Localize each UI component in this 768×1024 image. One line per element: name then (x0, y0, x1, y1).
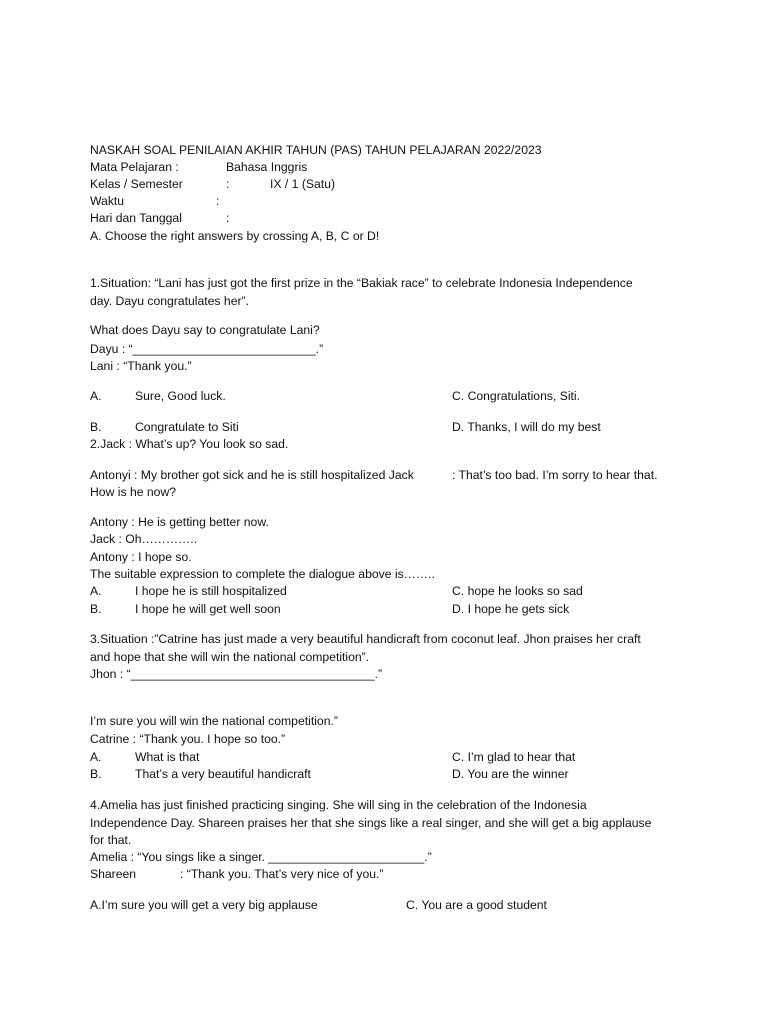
class-colon: : (226, 177, 230, 191)
q2-question: The suitable expression to complete the dialogue above is…….. (90, 567, 435, 581)
q3-option-b-letter: B. (90, 767, 102, 781)
time-colon: : (216, 194, 220, 208)
q2-option-a: I hope he is still hospitalized (135, 584, 287, 598)
date-label: Hari dan Tanggal (90, 211, 182, 225)
date-colon: : (226, 211, 230, 225)
q3-option-c: C. I’m glad to hear that (452, 750, 576, 764)
q4-situation-line2: Independence Day. Shareen praises her that she sings like a real singer, and she will get a big applause (90, 816, 652, 830)
q1-option-c: C. Congratulations, Siti. (452, 389, 581, 403)
q4-situation-line1: 4.Amelia has just finished practicing singing. She will sing in the celebration of the Indonesia (90, 798, 587, 812)
q4-amelia: Amelia : “You sings like a singer. _______________________.” (90, 850, 432, 864)
subject-value: Bahasa Inggris (226, 160, 308, 174)
q1-option-d: D. Thanks, I will do my best (452, 420, 601, 434)
q4-option-a: A.I’m sure you will get a very big applause (90, 898, 318, 912)
q3-jhon: Jhon : “____________________________________.” (90, 667, 383, 681)
q3-option-a: What is that (135, 750, 200, 764)
q4-situation-line3: for that. (90, 833, 132, 847)
q1-lani: Lani : “Thank you.” (90, 359, 192, 373)
q3-option-b: That’s a very beautiful handicraft (135, 767, 311, 781)
q4-option-c: C. You are a good student (406, 898, 547, 912)
q1-option-a: Sure, Good luck. (135, 389, 226, 403)
q4-shareen: : “Thank you. That’s very nice of you.” (180, 867, 384, 881)
class-value: IX / 1 (Satu) (270, 177, 336, 191)
q2-how: How is he now? (90, 485, 177, 499)
q1-question: What does Dayu say to congratulate Lani? (90, 323, 320, 337)
q2-jack-line1: 2.Jack : What’s up? You look so sad. (90, 437, 289, 451)
q1-option-b: Congratulate to Siti (135, 420, 239, 434)
q2-antonyi: Antonyi : My brother got sick and he is still hospitalized Jack (90, 468, 414, 482)
q2-antony-line1: Antony : He is getting better now. (90, 515, 269, 529)
q2-antony-line2: Antony : I hope so. (90, 550, 192, 564)
q3-option-a-letter: A. (90, 750, 102, 764)
class-label: Kelas / Semester (90, 177, 183, 191)
q4-shareen-label: Shareen (90, 867, 137, 881)
exam-title: NASKAH SOAL PENILAIAN AKHIR TAHUN (PAS) TAHUN PELAJARAN 2022/2023 (90, 143, 542, 157)
q1-situation-line1: 1.Situation: “Lani has just got the first prize in the “Bakiak race” to celebrate Indonesia Independence (90, 276, 633, 290)
q3-sure: I’m sure you will win the national competition.” (90, 714, 338, 728)
subject-label: Mata Pelajaran : (90, 160, 179, 174)
q3-catrine: Catrine : “Thank you. I hope so too.” (90, 732, 286, 746)
time-label: Waktu (90, 194, 125, 208)
q2-jack-line2: : That’s too bad. I’m sorry to hear that. (452, 468, 658, 482)
q2-jack-line3: Jack : Oh………….. (90, 532, 197, 546)
q2-option-c: C. hope he looks so sad (452, 584, 583, 598)
q3-option-d: D. You are the winner (452, 767, 569, 781)
q1-option-a-letter: A. (90, 389, 102, 403)
instruction: A. Choose the right answers by crossing A, B, C or D! (90, 229, 380, 243)
q3-situation-line2: and hope that she will win the national competition”. (90, 650, 370, 664)
q2-option-b-letter: B. (90, 602, 102, 616)
q1-option-b-letter: B. (90, 420, 102, 434)
q1-situation-line2: day. Dayu congratulates her”. (90, 294, 249, 308)
q1-dayu: Dayu : “___________________________.” (90, 342, 324, 356)
q3-situation-line1: 3.Situation :”Catrine has just made a very beautiful handicraft from coconut leaf. Jhon praises her craft (90, 632, 641, 646)
q2-option-a-letter: A. (90, 584, 102, 598)
q2-option-b: I hope he will get well soon (135, 602, 281, 616)
q2-option-d: D. I hope he gets sick (452, 602, 570, 616)
